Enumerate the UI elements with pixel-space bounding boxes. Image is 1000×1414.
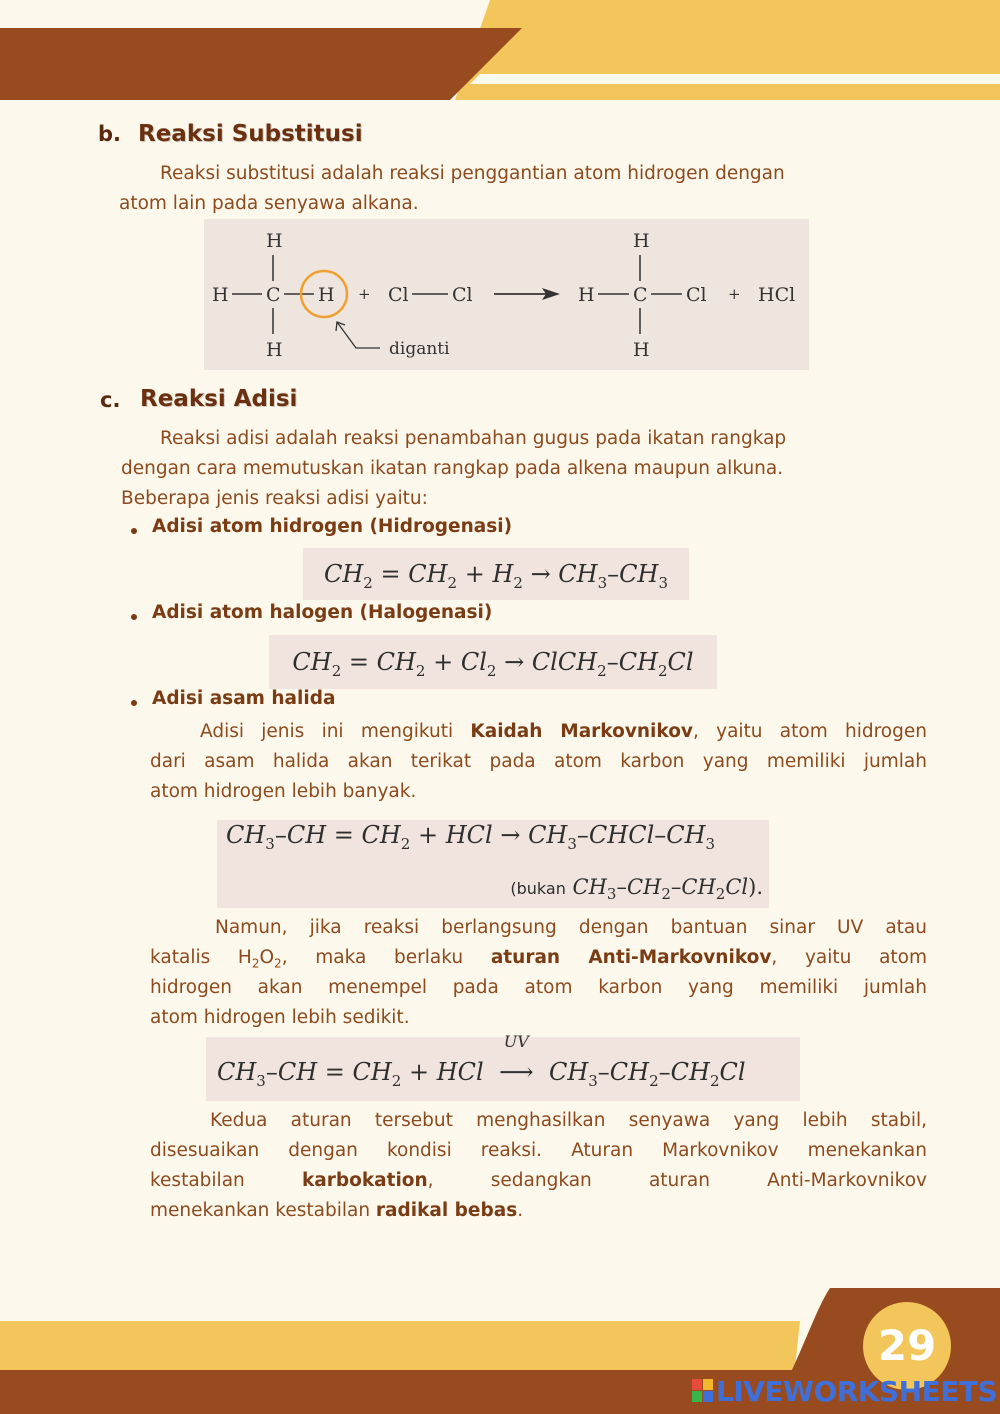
karbokation-term: karbokation xyxy=(301,1170,428,1191)
liveworksheets-logo-icon xyxy=(692,1379,714,1403)
uv-arrow xyxy=(491,1032,541,1089)
section-b-paragraph-line1: Reaksi substitusi adalah reaksi penggantian atom hidrogen dengan xyxy=(160,163,785,184)
section-b-letter: b. xyxy=(98,122,122,146)
methane-top-h: H xyxy=(266,230,283,252)
conclusion-line3 xyxy=(150,1166,927,1196)
plus-sign: + xyxy=(728,285,741,303)
equation-anti-main: $CH_3-CH = CH_2$ + HCl UV ⟶ $CH_3-CH_2-CH_2Cl$ xyxy=(217,1032,746,1090)
conclusion-line4-post: . xyxy=(517,1200,524,1221)
substitution-diagram-svg xyxy=(204,219,809,370)
equation-halogenation: $CH_2 = CH_2 + Cl_2$ → $ClCH_2-CH_2Cl$ xyxy=(269,635,717,689)
anti-line2-post2: , yaitu atom xyxy=(771,947,927,968)
section-c-intro-line1: Reaksi adisi adalah reaksi penambahan gugus pada ikatan rangkap xyxy=(160,428,787,449)
conclusion-line3-pre: kestabilan xyxy=(150,1170,302,1191)
methane-carbon: C xyxy=(266,284,281,306)
product-chlorine: Cl xyxy=(686,284,707,306)
anti-markovnikov-rule-term: aturan Anti-Markovnikov xyxy=(490,947,772,968)
equation-markovnikov-note: (bukan $CH_3-CH_2-CH_2Cl$). xyxy=(510,875,763,904)
conclusion-line4-pre: menekankan kestabilan xyxy=(150,1200,376,1221)
liveworksheets-brand: LIVEWORKSHEETS xyxy=(716,1375,998,1408)
bullet-dot xyxy=(131,614,137,620)
product-left-h: H xyxy=(578,284,595,306)
anti-line2-mid: O xyxy=(259,947,275,968)
section-c-title: Reaksi Adisi xyxy=(140,386,298,412)
top-banner xyxy=(0,0,1000,100)
liveworksheets-logo xyxy=(692,1375,998,1409)
anti-markovnikov-line1: Namun, jika reaksi berlangsung dengan bantuan sinar UV atau xyxy=(215,917,927,938)
chlorine-2: Cl xyxy=(452,284,473,306)
conclusion-line1: Kedua aturan tersebut menghasilkan senyawa yang lebih stabil, xyxy=(210,1110,927,1131)
anti-markovnikov-line3: hidrogen akan menempel pada atom karbon yang memiliki jumlah xyxy=(150,977,927,998)
product-carbon: C xyxy=(633,284,648,306)
hcl-product: HCl xyxy=(758,284,796,306)
product-bottom-h: H xyxy=(633,339,650,361)
section-c-intro-line2: dengan cara memutuskan ikatan rangkap pada alkena maupun alkuna. xyxy=(121,458,784,479)
anti-line2-sub1: 2 xyxy=(251,956,260,971)
pointer-line xyxy=(337,322,380,348)
product-top-h: H xyxy=(633,230,650,252)
markovnikov-line3: atom hidrogen lebih banyak. xyxy=(150,781,417,802)
chlorine-1: Cl xyxy=(388,284,409,306)
page-number: 29 xyxy=(877,1321,937,1370)
conclusion-line4 xyxy=(150,1196,523,1226)
anti-line2-sub2: 2 xyxy=(274,956,282,971)
equation-anti-markovnikov xyxy=(206,1032,800,1101)
bullet-halogenation: Adisi atom halogen (Halogenasi) xyxy=(152,602,493,623)
bukan-label: (bukan xyxy=(510,879,566,898)
markovnikov-rule-term: Kaidah Markovnikov xyxy=(470,721,693,742)
radikal-bebas-term: radikal bebas xyxy=(375,1200,518,1221)
section-b-paragraph-line2: atom lain pada senyawa alkana. xyxy=(119,193,419,214)
equation-hydrogenation: $CH_2 = CH_2 + H_2 \to CH_3-CH_3$ xyxy=(303,548,689,600)
diganti-label: diganti xyxy=(389,339,450,359)
bullet-dot xyxy=(131,528,137,534)
uv-arrow-label: UV xyxy=(503,1032,529,1051)
equation-markovnikov xyxy=(217,820,769,908)
anti-line2-post1: , maka berlaku xyxy=(281,947,491,968)
section-c-intro-line3: Beberapa jenis reaksi adisi yaitu: xyxy=(121,488,428,509)
conclusion-line3-post: , sedangkan aturan Anti-Markovnikov xyxy=(427,1170,927,1191)
methane-bottom-h: H xyxy=(266,339,283,361)
markovnikov-line1-pre: Adisi jenis ini mengikuti xyxy=(200,721,471,742)
plus-sign: + xyxy=(358,285,371,303)
section-b-title: Reaksi Substitusi xyxy=(138,121,363,147)
equation-markovnikov-main: $CH_3-CH = CH_2$ + HCl → $CH_3-CHCl-CH_3$ xyxy=(226,821,716,853)
substitution-diagram xyxy=(204,219,809,370)
markovnikov-line2: dari asam halida akan terikat pada atom karbon yang memiliki jumlah xyxy=(150,751,927,772)
bullet-hydrogenation: Adisi atom hidrogen (Hidrogenasi) xyxy=(152,516,513,537)
uv-arrow-shaft: ⟶ xyxy=(499,1058,534,1086)
markovnikov-line1 xyxy=(200,717,927,747)
methane-replaced-h: H xyxy=(318,284,335,306)
bullet-dot xyxy=(131,700,137,706)
markovnikov-line1-post: , yaitu atom hidrogen xyxy=(692,721,927,742)
section-c-letter: c. xyxy=(100,388,121,412)
bullet-acid-halide: Adisi asam halida xyxy=(152,688,336,709)
anti-markovnikov-line4: atom hidrogen lebih sedikit. xyxy=(150,1007,410,1028)
conclusion-line2: disesuaikan dengan kondisi reaksi. Aturan Markovnikov menekankan xyxy=(150,1140,927,1161)
methane-left-h: H xyxy=(212,284,229,306)
anti-line2-pre: katalis H xyxy=(150,947,252,968)
